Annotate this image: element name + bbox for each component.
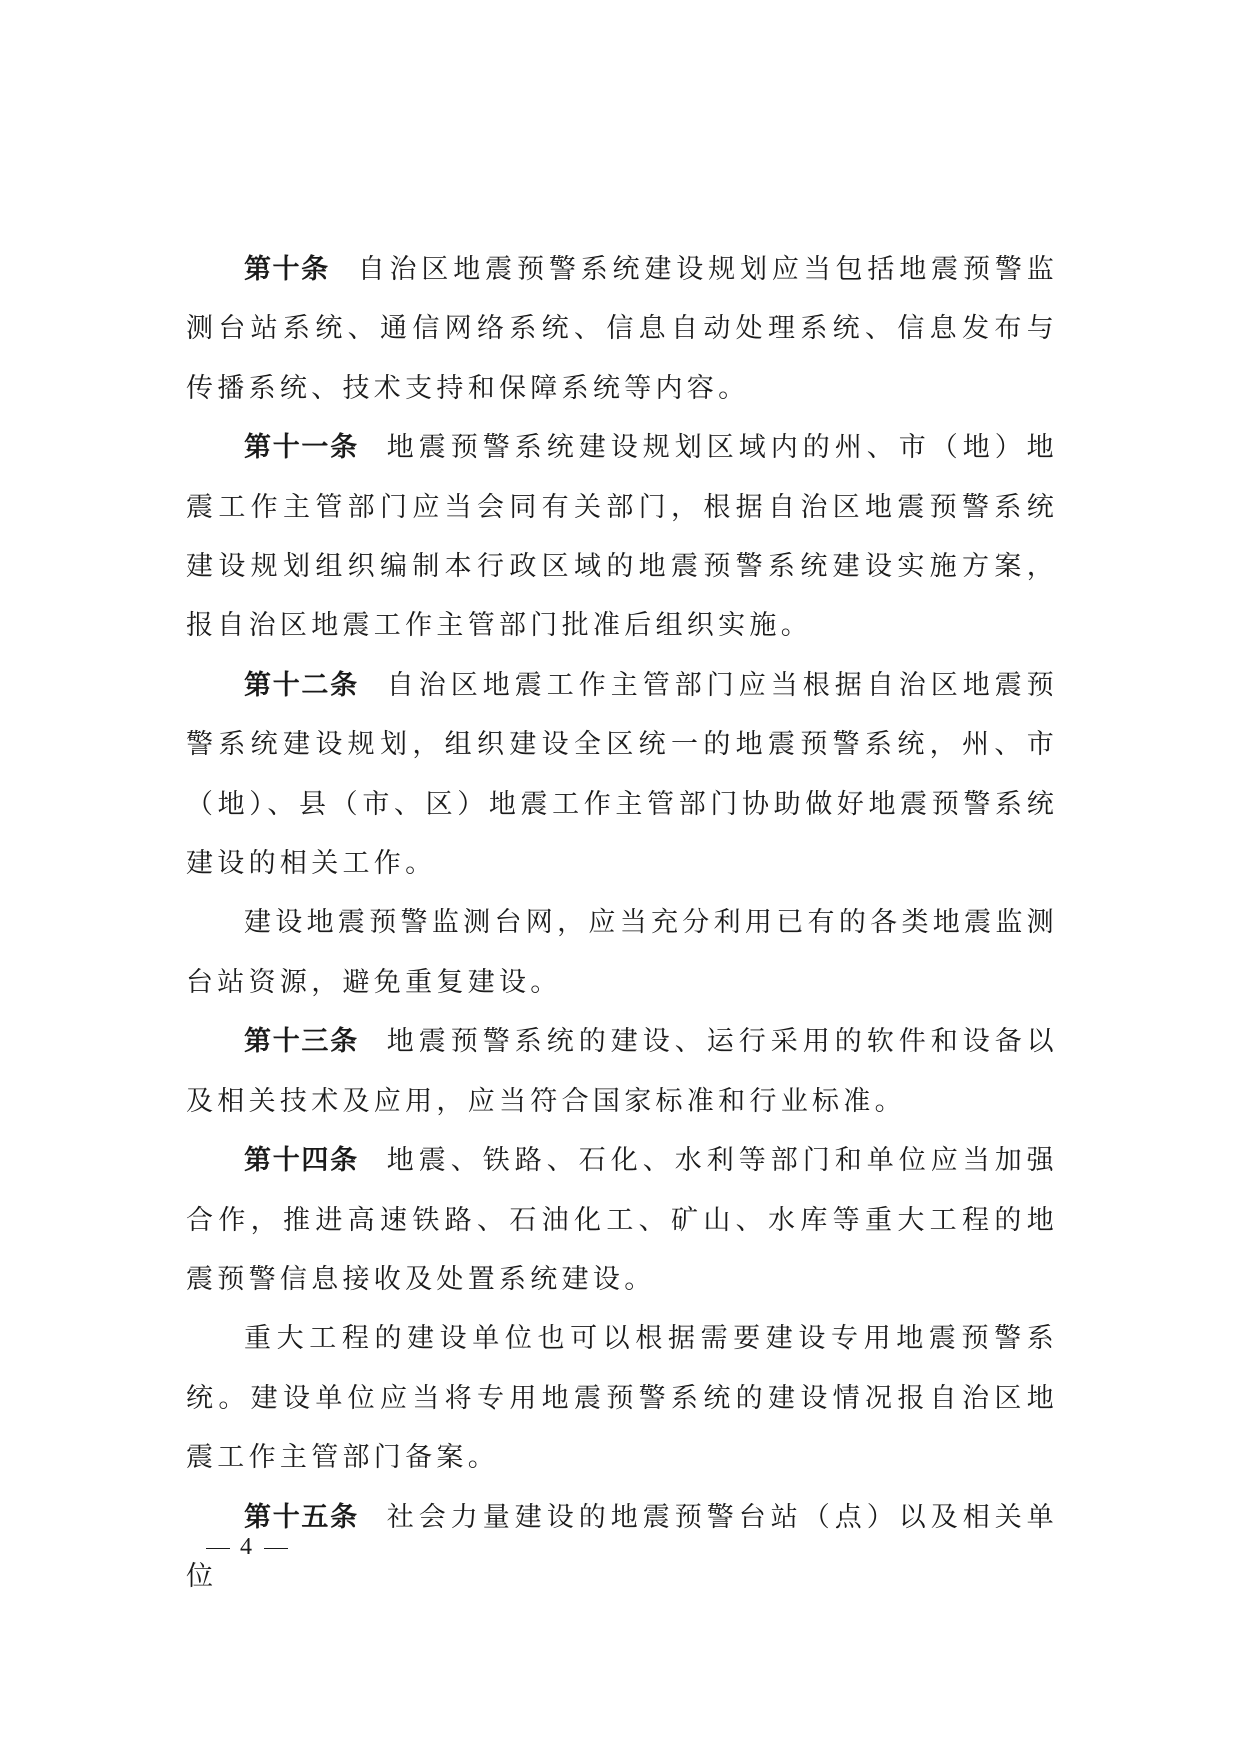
article-number: 第十三条	[244, 1026, 359, 1058]
article-number: 第十二条	[244, 669, 359, 701]
article-text: 地震预警系统建设规划区域内的州、市（地）地震工作主管部门应当会同有关部门，根据自治区地震预警系统建设规划组织编制本行政区域的地震预警系统建设实施方案，报自治区地震工作主管部门批准后组织实施。	[186, 432, 1058, 642]
article-text: 重大工程的建设单位也可以根据需要建设专用地震预警系统。建设单位应当将专用地震预警系统的建设情况报自治区地震工作主管部门备案。	[186, 1323, 1058, 1474]
article-text: 地震、铁路、石化、水利等部门和单位应当加强合作，推进高速铁路、石油化工、矿山、水库等重大工程的地震预警信息接收及处置系统建设。	[186, 1145, 1058, 1295]
article-12-continuation-paragraph	[186, 893, 1058, 1012]
right-dash	[264, 1548, 288, 1549]
document-body	[186, 240, 1058, 1606]
article-15-paragraph	[186, 1488, 1058, 1607]
article-text: 社会力量建设的地震预警台站（点）以及相关单位	[186, 1501, 1058, 1592]
article-number: 第十五条	[244, 1501, 359, 1533]
article-14-paragraph	[186, 1131, 1058, 1309]
page-number: 4	[240, 1534, 254, 1560]
article-10-paragraph	[186, 240, 1058, 418]
article-14-continuation-paragraph	[186, 1309, 1058, 1487]
article-12-paragraph	[186, 656, 1058, 894]
article-13-paragraph	[186, 1012, 1058, 1131]
article-text: 自治区地震工作主管部门应当根据自治区地震预警系统建设规划，组织建设全区统一的地震预警系统，州、市（地）、县（市、区）地震工作主管部门协助做好地震预警系统建设的相关工作。	[186, 669, 1058, 880]
left-dash	[206, 1548, 230, 1549]
article-number: 第十条	[244, 254, 330, 285]
article-number: 第十四条	[244, 1145, 359, 1177]
article-text: 自治区地震预警系统建设规划应当包括地震预警监测台站系统、通信网络系统、信息自动处理系统、信息发布与传播系统、技术支持和保障系统等内容。	[186, 254, 1059, 404]
page-number-footer	[196, 1534, 298, 1561]
article-text: 地震预警系统的建设、运行采用的软件和设备以及相关技术及应用，应当符合国家标准和行业标准。	[186, 1026, 1058, 1117]
article-11-paragraph	[186, 418, 1058, 656]
article-number: 第十一条	[244, 432, 359, 464]
article-text: 建设地震预警监测台网，应当充分利用已有的各类地震监测台站资源，避免重复建设。	[186, 907, 1058, 998]
